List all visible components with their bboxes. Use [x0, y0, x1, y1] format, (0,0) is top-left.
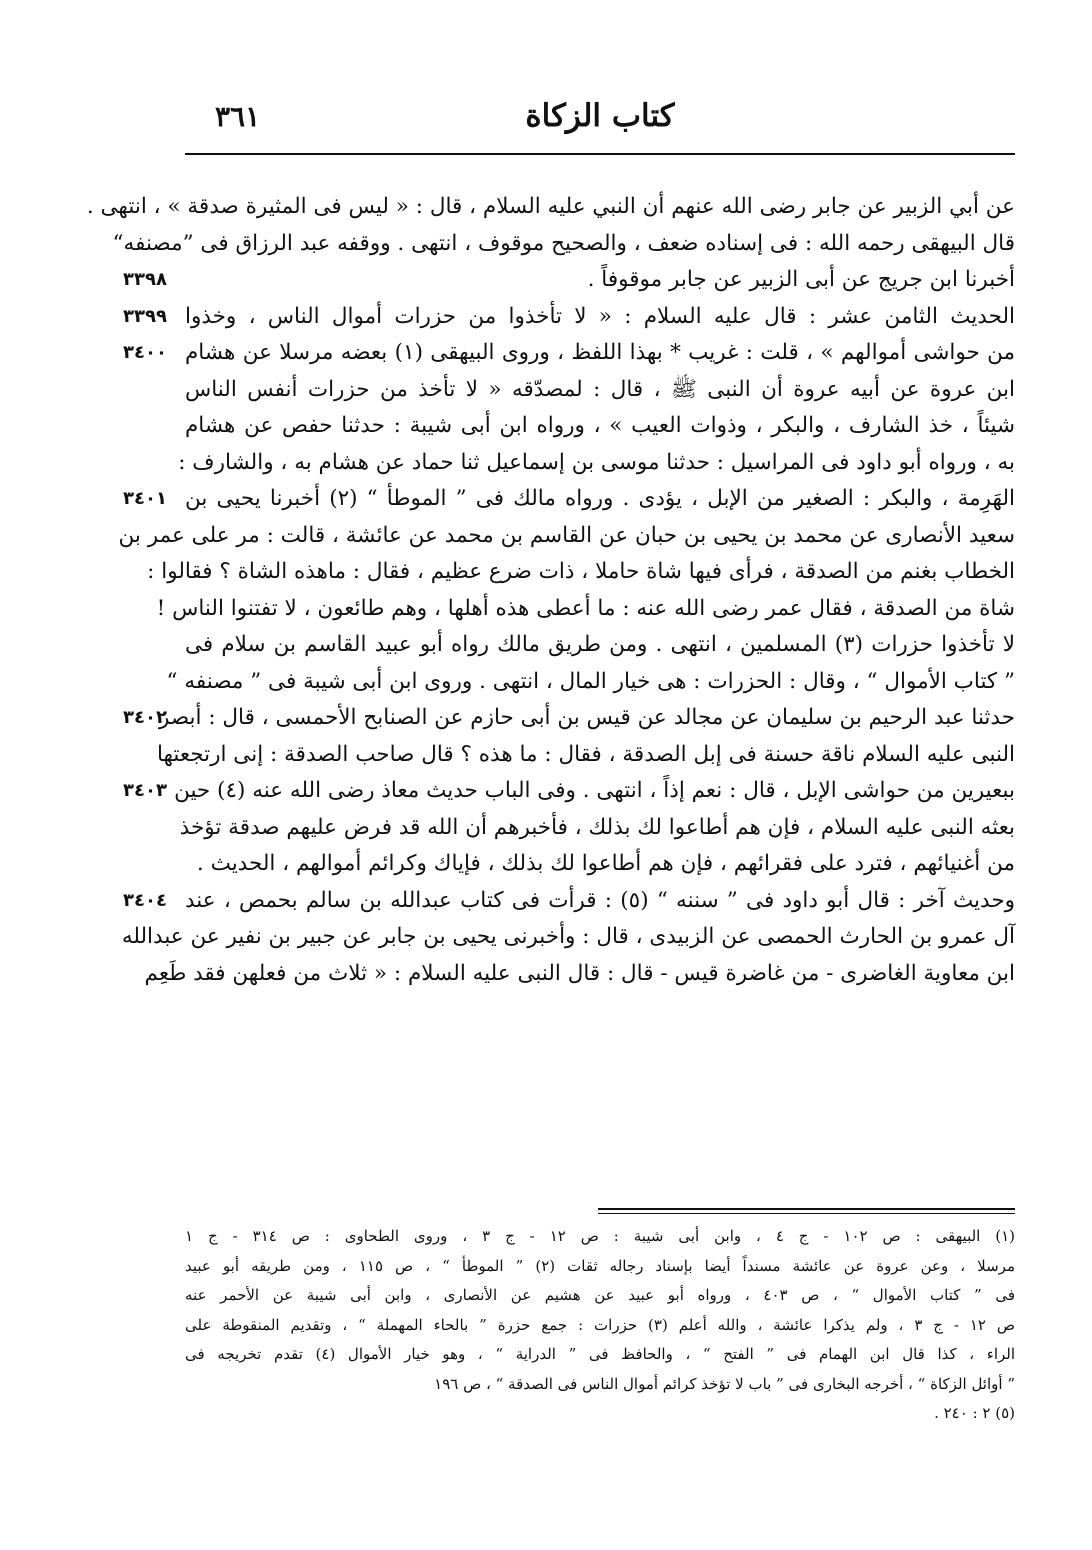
line-text: بعثه النبى عليه السلام ، فإن هم أطاعوا لك بذلك ، فأخبرهم أن الله قد فرض عليهم صدقة تؤخذ	[179, 814, 1015, 840]
line-text: قال البيهقى رحمه الله : فى إسناده ضعف ، والصحيح موقوف ، انتهى . ووقفه عبد الرزاق فى ”مصنفه“	[112, 230, 1015, 256]
line-text: شيئاً ، خذ الشارف ، والبكر ، وذوات العيب » ، ورواه ابن أبى شيبة : حدثنا حفص عن هشام	[185, 413, 1015, 438]
footnote-line	[185, 1311, 1015, 1341]
text-line	[166, 665, 1015, 702]
line-text: آل عمرو بن الحارث الحمصى عن الزبيدى ، قال : وأخبرنى يحيى بن جابر عن جبير بن نفير عن عبدالله	[121, 924, 1015, 949]
text-line	[123, 884, 1016, 921]
text-line	[118, 519, 1015, 556]
text-line	[179, 811, 1015, 848]
footnote-text: (٥) ٢ : ٢٤٠ .	[934, 1404, 1015, 1422]
line-text: ببعيرين من حواشى الإبل ، قال : نعم إذاً ، انتهى . وفى الباب حديث معاذ رضى الله عنه (٤) حين	[174, 778, 1015, 803]
footnote-text: الراء ، كذا قال ابن الهمام فى ” الفتح “ ، والحافظ فى ” الدراية “ ، وهو خيار الأموال (٤) تقدم تخريجه فى	[185, 1345, 1015, 1363]
footnotes	[185, 1222, 1015, 1429]
text-line	[147, 555, 1015, 592]
line-text: من أغنيائهم ، فترد على فقرائهم ، فإن هم أطاعوا لك بذلك ، فإياك وكرائم أموالهم ، الحديث .	[196, 851, 1015, 876]
line-text: عن أبي الزبير عن جابر رضى الله عنهم أن النبي عليه السلام ، قال : « ليس فى المثيرة صدقة » ، انتهى .	[86, 194, 1015, 219]
footnote-text: مرسلا ، وعن عروة عن عائشة مسنداً أيضا بإسناد رجاله ثقات (٢) ” الموطأ “ ، ص ١١٥ ، ومن طريقه أبو عبيد	[185, 1256, 1015, 1275]
hadith-number: ٣٤٠٤	[123, 889, 167, 911]
text-line	[123, 263, 1015, 300]
text-line	[156, 592, 1015, 629]
footnote-rule-thin	[598, 1213, 1015, 1214]
text-line	[123, 701, 1015, 738]
line-text: أخبرنا ابن جريج عن أبى الزبير عن جابر موقوفاً .	[587, 267, 1015, 292]
hadith-number: ٣٣٩٩	[123, 305, 167, 327]
footnote-line	[185, 1399, 1015, 1429]
hadith-number: ٣٤٠٣	[123, 780, 167, 801]
text-line	[86, 190, 1015, 227]
line-text: وحديث آخر : قال أبو داود فى ” سننه “ (٥) : قرأت فى كتاب عبدالله بن سالم بحمص ، عند	[185, 887, 1016, 913]
hadith-number: ٣٤٠٠	[123, 342, 167, 363]
line-text: ابن عروة عن أبيه عروة أن النبى ﷺ ، قال : لمصدّقه « لا تأخذ من حزرات أنفس الناس	[185, 376, 1015, 402]
body-text	[86, 190, 1016, 993]
text-line	[144, 957, 1015, 994]
footnote-line	[185, 1340, 1015, 1370]
hadith-number: ٣٣٩٨	[123, 269, 167, 290]
line-text: حدثنا عبد الرحيم بن سليمان عن مجالد عن قيس بن أبى حازم عن الصنابح الأحمسى ، قال : أبصر	[159, 705, 1015, 730]
line-text: النبى عليه السلام ناقة حسنة فى إبل الصدقة ، فقال : ما هذه ؟ قال صاحب الصدقة : إنى ارتجعتها	[156, 741, 1015, 767]
text-line	[112, 227, 1015, 264]
text-line	[123, 336, 1015, 373]
page-header	[185, 98, 1015, 144]
hadith-number: ٣٤٠١	[123, 488, 167, 509]
line-text: لا تأخذوا حزرات (٣) المسلمين ، انتهى . ومن طريق مالك رواه أبو عبيد القاسم بن سلام فى	[185, 632, 1015, 657]
text-line	[123, 300, 1015, 337]
line-text: شاة من الصدقة ، فقال عمر رضى الله عنه : ما أعطى هذه أهلها ، وهم طائعون ، لا تفتنوا الناس !	[156, 595, 1015, 621]
text-line	[185, 628, 1015, 665]
footnote-text: (١) البيهقى : ص ١٠٢ - ج ٤ ، وابن أبى شيبة : ص ١٢ - ج ٣ ، وروى الطحاوى : ص ٣١٤ - ج ١	[185, 1227, 1016, 1245]
line-text: الهَرِمة ، والبكر : الصغير من الإبل ، يؤدى . ورواه مالك فى ” الموطأ “ (٢) أخبرنا يحيى بن	[185, 486, 1015, 511]
footnote-line	[185, 1281, 1015, 1311]
line-text: الخطاب بغنم من الصدقة ، فرأى فيها شاة حاملا ، ذات ضرع عظيم ، فقال : ماهذه الشاة ؟ فقالوا :	[147, 559, 1015, 584]
line-text: ابن معاوية الغاضرى - من غاضرة قيس - قال : قال النبى عليه السلام : « ثلاث من فعلهن فقد طَعِم	[144, 960, 1015, 986]
text-line	[123, 482, 1015, 519]
text-line	[185, 409, 1015, 446]
text-line	[185, 373, 1015, 410]
hadith-number: ٣٤٠٢	[123, 707, 167, 728]
footnote-line	[185, 1370, 1015, 1400]
line-text: سعيد الأنصارى عن محمد بن يحيى بن حبان عن القاسم بن محمد عن عائشة ، قالت : مر على عمر بن	[118, 522, 1015, 548]
text-line	[178, 446, 1015, 483]
footnote-line	[185, 1252, 1015, 1282]
footnote-line	[185, 1222, 1015, 1252]
line-text: ” كتاب الأموال “ ، وقال : الحزرات : هى خيار المال ، انتهى . وروى ابن أبى شيبة فى ” مصنفه “	[166, 668, 1015, 694]
text-line	[156, 738, 1015, 775]
text-line	[185, 847, 1015, 884]
text-line	[123, 774, 1015, 811]
running-title: كتاب الزكاة	[525, 98, 675, 134]
line-text: الحديث الثامن عشر : قال عليه السلام : « لا تأخذوا من حزرات أموال الناس ، وخذوا	[185, 303, 1015, 329]
footnote-rule	[598, 1208, 1015, 1210]
text-line	[121, 920, 1015, 957]
footnote-text: ” أوائل الزكاة “ ، أخرجه البخارى فى ” باب لا تؤخذ كرائم أموال الناس فى الصدقة “ ، ص ١٩٦	[434, 1374, 1015, 1393]
footnote-text: ص ١٢ - ج ٣ ، ولم يذكرا عائشة ، والله أعلم (٣) حزرات : جمع حزرة ” بالحاء المهملة “ ، وتقديم المنقوطة على	[185, 1315, 1016, 1334]
page-number: ٣٦١	[215, 100, 261, 133]
footnote-text: فى ” كتاب الأموال “ ، ص ٤٠٣ ، ورواه أبو عبيد عن هشيم عن الأنصارى ، وابن أبى شيبة عن الأحمر عنه	[185, 1286, 1015, 1304]
line-text: به ، ورواه أبو داود فى المراسيل : حدثنا موسى بن إسماعيل ثنا حماد عن هشام به ، والشارف :	[178, 449, 1015, 475]
header-rule	[185, 153, 1015, 155]
line-text: من حواشى أموالهم » ، قلت : غريب * بهذا اللفظ ، وروى البيهقى (١) بعضه مرسلا عن هشام	[185, 340, 1015, 365]
